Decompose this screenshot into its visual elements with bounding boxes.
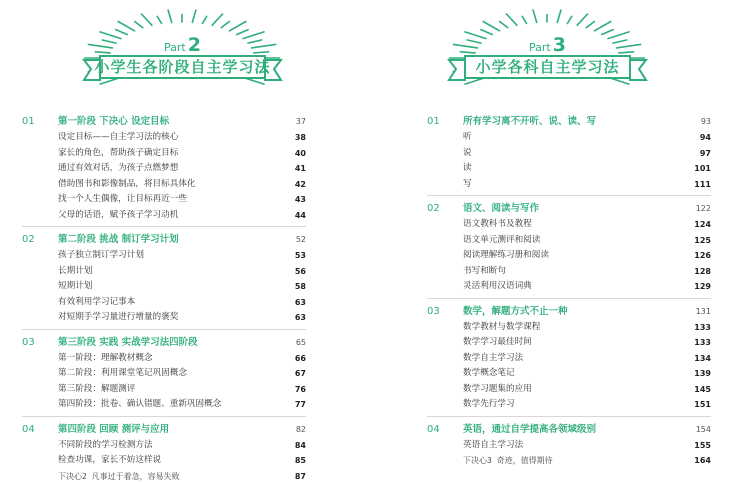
section-number: 01	[427, 113, 440, 130]
entry-title: 检查功课，家长不妨这样说	[58, 453, 161, 469]
toc-section	[22, 334, 306, 413]
toc-entry[interactable]	[427, 397, 711, 413]
toc-entry[interactable]	[427, 248, 711, 264]
entry-page-number: 42	[295, 177, 306, 193]
toc-entry[interactable]	[427, 382, 711, 398]
part-number: 2	[188, 34, 201, 56]
section-title: 英语，通过自学提高各领域级别	[463, 421, 596, 438]
entry-page-number: 87	[295, 469, 306, 484]
section-divider	[22, 416, 306, 417]
section-title: 语文、阅读与写作	[463, 200, 539, 217]
entry-page-number: 84	[295, 438, 306, 454]
section-page-number: 65	[296, 334, 306, 351]
right-page	[365, 0, 730, 483]
entry-title: 数学自主学习法	[463, 351, 523, 367]
entry-page-number: 124	[694, 217, 711, 233]
entry-title: 英语自主学习法	[463, 438, 523, 454]
entry-title: 数学先行学习	[463, 397, 515, 413]
section-title: 第四阶段 回顾 测评与应用	[58, 421, 169, 438]
entry-page-number: 125	[694, 233, 711, 249]
entry-page-number: 101	[694, 161, 711, 177]
entry-page-number: 40	[295, 146, 306, 162]
entry-title: 不同阶段的学习检测方法	[58, 438, 153, 454]
section-heading[interactable]	[427, 421, 711, 438]
part-label	[365, 38, 730, 55]
entry-page-number: 133	[694, 320, 711, 336]
toc-section	[22, 231, 306, 326]
entry-title: 灵活利用汉语词典	[463, 279, 532, 295]
section-heading[interactable]	[427, 303, 711, 320]
part-banner	[365, 0, 730, 100]
section-page-number: 37	[296, 113, 306, 130]
entry-title: 数学学习最佳时间	[463, 335, 532, 351]
entry-page-number: 67	[295, 366, 306, 382]
entry-page-number: 145	[694, 382, 711, 398]
section-page-number: 93	[701, 113, 711, 130]
toc-entry[interactable]	[22, 146, 306, 162]
toc-section	[22, 113, 306, 223]
entry-page-number: 85	[295, 453, 306, 469]
part-word: Part	[164, 41, 186, 54]
section-page-number: 131	[696, 303, 711, 320]
entry-title: 说	[463, 146, 472, 162]
toc-entry[interactable]	[22, 177, 306, 193]
toc-entry[interactable]	[22, 130, 306, 146]
toc-entry[interactable]	[22, 279, 306, 295]
entry-page-number: 66	[295, 351, 306, 367]
section-divider	[427, 298, 711, 299]
toc-entry[interactable]	[427, 161, 711, 177]
toc-section	[22, 421, 306, 484]
entry-page-number: 155	[694, 438, 711, 454]
entry-title: 家长的角色，帮助孩子确定目标	[58, 146, 178, 162]
left-page	[0, 0, 365, 483]
toc-entry[interactable]	[427, 438, 711, 454]
section-title: 第二阶段 挑战 制订学习计划	[58, 231, 179, 248]
toc-entry[interactable]	[22, 248, 306, 264]
toc-entry[interactable]	[427, 320, 711, 336]
entry-title: 数学教材与数学课程	[463, 320, 540, 336]
section-heading[interactable]	[22, 421, 306, 438]
entry-title: 长期计划	[58, 264, 92, 280]
section-divider	[22, 226, 306, 227]
part-title: 小学生各阶段自主学习法	[0, 57, 365, 77]
entry-title: 语文教科书及教程	[463, 217, 532, 233]
toc-entry[interactable]	[22, 310, 306, 326]
table-of-contents	[22, 113, 306, 484]
toc-entry[interactable]	[22, 295, 306, 311]
entry-title: 设定目标——自主学习法的核心	[58, 130, 178, 146]
section-heading[interactable]	[22, 113, 306, 130]
toc-entry[interactable]	[427, 177, 711, 193]
part-number: 3	[553, 34, 566, 56]
entry-title: 对短期手学习量进行增量的褒奖	[58, 310, 178, 326]
section-title: 数学，解题方式不止一种	[463, 303, 568, 320]
entry-title: 第一阶段：理解教材概念	[58, 351, 153, 367]
entry-title: 写	[463, 177, 472, 193]
toc-entry[interactable]	[22, 208, 306, 224]
toc-entry[interactable]	[427, 233, 711, 249]
toc-entry[interactable]	[22, 192, 306, 208]
section-title: 第一阶段 下决心 设定目标	[58, 113, 169, 130]
section-page-number: 52	[296, 231, 306, 248]
toc-entry[interactable]	[427, 453, 711, 469]
section-page-number: 154	[696, 421, 711, 438]
toc-entry[interactable]	[427, 366, 711, 382]
toc-entry[interactable]	[427, 130, 711, 146]
toc-section	[427, 200, 711, 295]
toc-entry[interactable]	[22, 264, 306, 280]
entry-page-number: 44	[295, 208, 306, 224]
section-page-number: 82	[296, 421, 306, 438]
entry-page-number: 128	[694, 264, 711, 280]
section-number: 02	[22, 231, 35, 248]
toc-entry[interactable]	[22, 469, 306, 484]
entry-title: 阅读理解练习册和阅读	[463, 248, 549, 264]
section-number: 01	[22, 113, 35, 130]
entry-title: 父母的话语，赋予孩子学习动机	[58, 208, 178, 224]
entry-title: 孩子独立制订学习计划	[58, 248, 144, 264]
section-heading[interactable]	[22, 231, 306, 248]
section-page-number: 122	[696, 200, 711, 217]
entry-title: 下决心2 凡事过于着急，容易失败	[58, 469, 180, 484]
entry-page-number: 38	[295, 130, 306, 146]
toc-entry[interactable]	[427, 217, 711, 233]
toc-section	[427, 113, 711, 192]
entry-page-number: 43	[295, 192, 306, 208]
entry-page-number: 58	[295, 279, 306, 295]
section-heading[interactable]	[427, 113, 711, 130]
entry-title: 下决心3 奇迹，值得期待	[463, 453, 553, 469]
entry-page-number: 164	[694, 453, 711, 469]
section-heading[interactable]	[427, 200, 711, 217]
toc-entry[interactable]	[427, 279, 711, 295]
entry-page-number: 134	[694, 351, 711, 367]
part-title: 小学各科自主学习法	[365, 57, 730, 77]
toc-entry[interactable]	[427, 264, 711, 280]
part-word: Part	[529, 41, 551, 54]
entry-page-number: 53	[295, 248, 306, 264]
toc-entry[interactable]	[22, 351, 306, 367]
section-number: 04	[22, 421, 35, 438]
entry-page-number: 139	[694, 366, 711, 382]
section-number: 03	[427, 303, 440, 320]
toc-section	[427, 421, 711, 469]
entry-page-number: 76	[295, 382, 306, 398]
entry-page-number: 151	[694, 397, 711, 413]
section-number: 04	[427, 421, 440, 438]
part-banner	[0, 0, 365, 100]
entry-title: 书写和断句	[463, 264, 506, 280]
entry-title: 有效利用学习记事本	[58, 295, 135, 311]
table-of-contents	[427, 113, 711, 469]
toc-section	[427, 303, 711, 413]
toc-entry[interactable]	[22, 366, 306, 382]
entry-page-number: 63	[295, 310, 306, 326]
entry-title: 第二阶段：利用课堂笔记巩固概念	[58, 366, 187, 382]
entry-title: 找一个人生偶像，让目标再近一些	[58, 192, 187, 208]
section-number: 02	[427, 200, 440, 217]
section-number: 03	[22, 334, 35, 351]
entry-title: 通过有效对话，为孩子点燃梦想	[58, 161, 178, 177]
section-divider	[427, 195, 711, 196]
toc-entry[interactable]	[22, 453, 306, 469]
entry-title: 借助图书和影像制品，将目标具体化	[58, 177, 196, 193]
entry-page-number: 63	[295, 295, 306, 311]
entry-page-number: 56	[295, 264, 306, 280]
entry-title: 听	[463, 130, 472, 146]
section-divider	[427, 416, 711, 417]
toc-entry[interactable]	[22, 161, 306, 177]
toc-entry[interactable]	[22, 438, 306, 454]
entry-title: 读	[463, 161, 472, 177]
section-title: 第三阶段 实践 实战学习法四阶段	[58, 334, 198, 351]
entry-page-number: 41	[295, 161, 306, 177]
section-divider	[22, 329, 306, 330]
toc-entry[interactable]	[427, 351, 711, 367]
entry-page-number: 126	[694, 248, 711, 264]
entry-title: 第四阶段：批卷、确认错题、重新巩固概念	[58, 397, 221, 413]
entry-title: 数学概念笔记	[463, 366, 515, 382]
section-heading[interactable]	[22, 334, 306, 351]
entry-page-number: 77	[295, 397, 306, 413]
toc-entry[interactable]	[22, 397, 306, 413]
entry-title: 语文单元测评和阅读	[463, 233, 540, 249]
entry-page-number: 129	[694, 279, 711, 295]
entry-page-number: 133	[694, 335, 711, 351]
toc-entry[interactable]	[427, 335, 711, 351]
toc-entry[interactable]	[22, 382, 306, 398]
entry-title: 短期计划	[58, 279, 92, 295]
entry-page-number: 111	[694, 177, 711, 193]
entry-page-number: 97	[700, 146, 711, 162]
section-title: 所有学习离不开听、说、读、写	[463, 113, 596, 130]
entry-page-number: 94	[700, 130, 711, 146]
entry-title: 数学习题集的应用	[463, 382, 532, 398]
part-label	[0, 38, 365, 55]
entry-title: 第三阶段：解题测评	[58, 382, 135, 398]
toc-entry[interactable]	[427, 146, 711, 162]
